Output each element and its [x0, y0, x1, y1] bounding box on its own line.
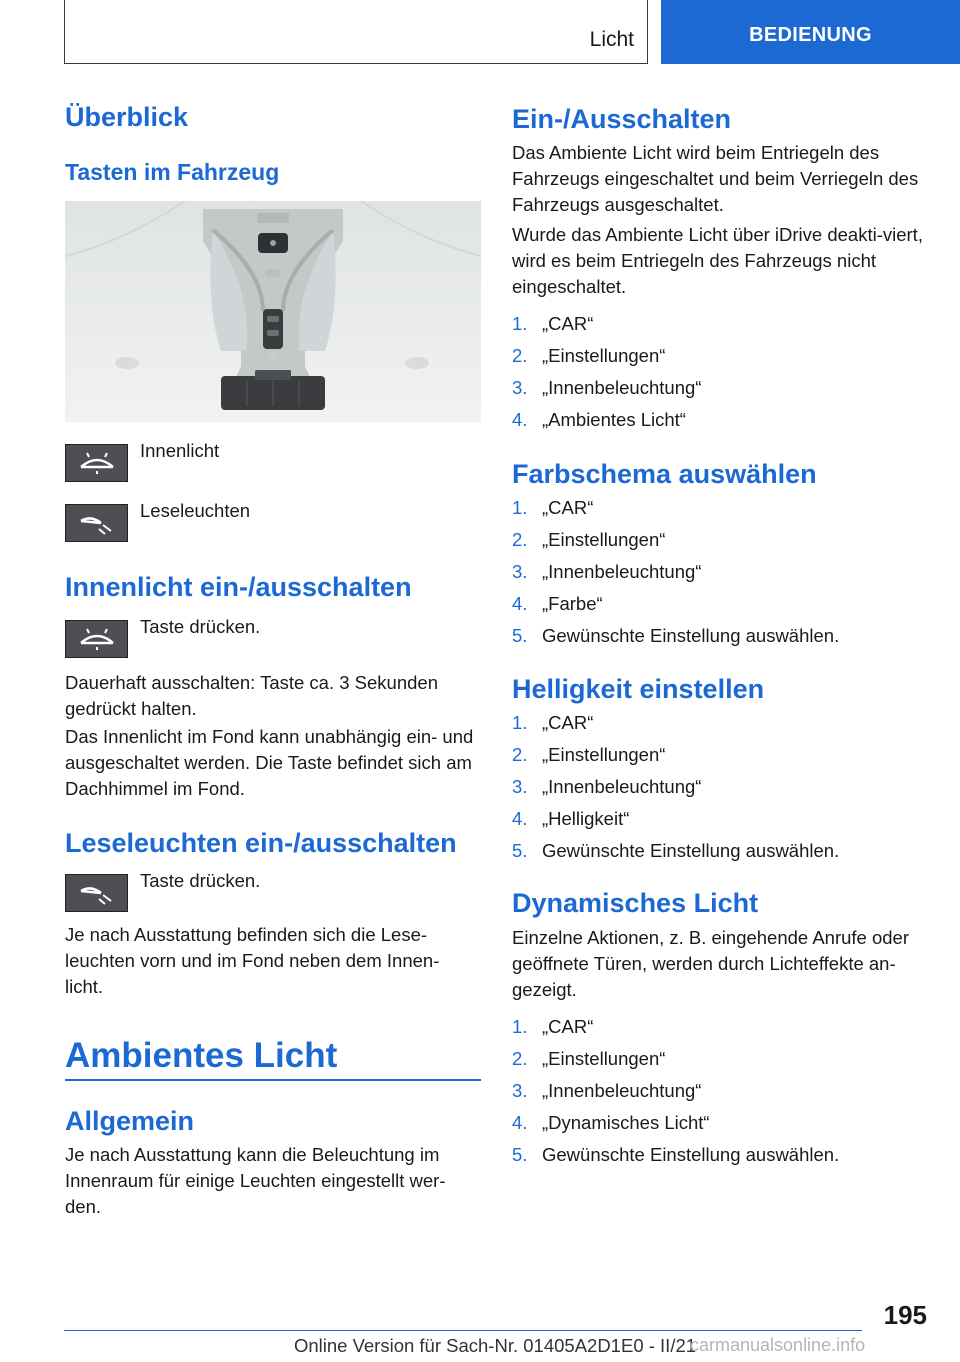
- list-item: 2. „Einstellungen“: [512, 345, 666, 366]
- buttons-subheading: Tasten im Fahrzeug: [65, 159, 280, 185]
- list-item: 4. „Dynamisches Licht“: [512, 1112, 710, 1133]
- page-number: 195: [883, 1300, 927, 1330]
- interior-light-instruction: Taste drücken.: [140, 616, 261, 637]
- reading-light-label: Leseleuchten: [140, 500, 251, 521]
- list-item: 4. „Ambientes Licht“: [512, 409, 686, 430]
- list-item: 4. „Helligkeit“: [512, 808, 630, 829]
- list-item: 1. „CAR“: [512, 497, 594, 518]
- list-item: 3. „Innenbeleuchtung“: [512, 776, 702, 797]
- dynamic-light-steps: [512, 1011, 839, 1171]
- dynamic-light-text: Einzelne Aktionen, z. B. eingehende Anrufe oder geöffnete Türen, werden durch Lichteffekte an-gezeigt.: [512, 927, 910, 1000]
- color-scheme-steps: [512, 492, 839, 652]
- list-item: 1. „CAR“: [512, 1016, 594, 1037]
- on-off-text-2: Wurde das Ambiente Licht über iDrive deakti-viert, wird es beim Entriegeln des Fahrzeugs nicht eingeschaltet.: [512, 224, 923, 297]
- interior-light-icon: [65, 444, 128, 482]
- dynamic-light-heading: Dynamisches Licht: [512, 888, 759, 918]
- list-item: 3. „Innenbeleuchtung“: [512, 1080, 702, 1101]
- interior-light-button-icon: [65, 620, 128, 658]
- watermark: carmanualsonline.info: [690, 1335, 866, 1355]
- general-text: Je nach Ausstattung kann die Beleuchtung im Innenraum für einige Leuchten eingestellt wer-den.: [65, 1144, 446, 1217]
- on-off-heading: Ein-/Ausschalten: [512, 104, 732, 134]
- reading-light-instruction: Taste drücken.: [140, 870, 261, 891]
- list-item: 1. „CAR“: [512, 712, 594, 733]
- list-item: 5. Gewünschte Einstellung auswählen.: [512, 840, 840, 861]
- list-item: 3. „Innenbeleuchtung“: [512, 561, 702, 582]
- list-item: 5. Gewünschte Einstellung auswählen.: [512, 625, 840, 646]
- brightness-steps: [512, 707, 839, 867]
- general-heading: Allgemein: [65, 1106, 195, 1136]
- list-item: 3. „Innenbeleuchtung“: [512, 377, 702, 398]
- reading-light-text: Je nach Ausstattung befinden sich die Lese-leuchten vorn und im Fond neben dem Innen-licht.: [65, 924, 440, 997]
- interior-light-permanent-off-text: Dauerhaft ausschalten: Taste ca. 3 Sekunden gedrückt halten.: [65, 672, 438, 719]
- header-section-title: Licht: [589, 28, 634, 51]
- list-item: 2. „Einstellungen“: [512, 529, 666, 550]
- header-chapter-tab[interactable]: BEDIENUNG: [661, 0, 960, 64]
- list-item: 2. „Einstellungen“: [512, 1048, 666, 1069]
- interior-light-heading: Innenlicht ein-/ausschalten: [65, 572, 412, 602]
- roof-console-image: [65, 201, 481, 422]
- footer-version-text: Online Version für Sach-Nr. 01405A2D1E0 - II/21: [293, 1335, 697, 1356]
- footer-divider: [64, 1330, 862, 1331]
- color-scheme-heading: Farbschema auswählen: [512, 459, 817, 489]
- list-item: 5. Gewünschte Einstellung auswählen.: [512, 1144, 840, 1165]
- list-item: 2. „Einstellungen“: [512, 744, 666, 765]
- on-off-text-1: Das Ambiente Licht wird beim Entriegeln des Fahrzeugs eingeschaltet und beim Verriegeln des Fahrzeugs ausgeschaltet.: [512, 142, 919, 215]
- interior-light-rear-text: Das Innenlicht im Fond kann unabhängig ein- und ausgeschaltet werden. Die Taste befindet sich am Dachhimmel im Fond.: [65, 726, 474, 799]
- heading-divider: [65, 1079, 481, 1081]
- reading-light-icon: [65, 504, 128, 542]
- ambient-light-main-heading: Ambientes Licht: [65, 1036, 338, 1075]
- reading-light-heading: Leseleuchten ein-/ausschalten: [65, 828, 457, 858]
- list-item: 1. „CAR“: [512, 313, 594, 334]
- brightness-heading: Helligkeit einstellen: [512, 674, 765, 704]
- interior-light-label: Innenlicht: [140, 440, 220, 461]
- on-off-steps: [512, 308, 701, 436]
- reading-light-button-icon: [65, 874, 128, 912]
- list-item: 4. „Farbe“: [512, 593, 603, 614]
- overview-heading: Überblick: [65, 102, 189, 132]
- header-frame: [64, 0, 648, 64]
